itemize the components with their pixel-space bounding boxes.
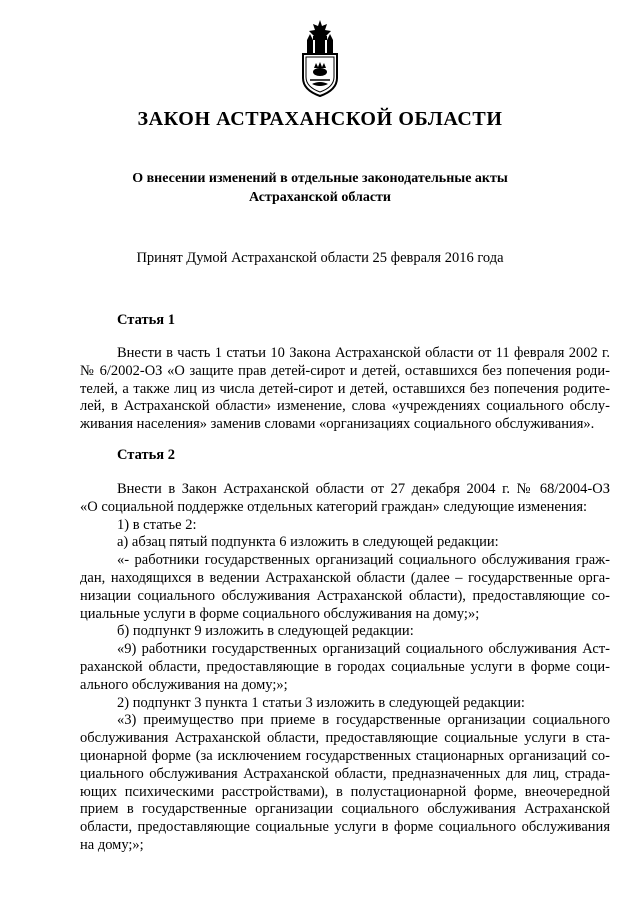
article-2-heading: Статья 2 [117, 447, 175, 463]
text-line: прием в государственные организации социального обслуживания Астраханской [80, 801, 610, 818]
text-line: «О социальной поддержке отдельных категорий граждан» следующие изменения: [80, 498, 588, 515]
text-line: а) абзац пятый подпункта 6 изложить в следующей редакции: [117, 534, 499, 551]
text-line: на дому;»; [80, 836, 144, 853]
adoption-statement: Принят Думой Астраханской области 25 февраля 2016 года [136, 250, 504, 266]
document-title: ЗАКОН АСТРАХАНСКОЙ ОБЛАСТИ [137, 108, 503, 130]
text-line: ющих психическими расстройствами), в полустационарной форме, внеочередной [80, 783, 610, 800]
text-line: живания населения» заменив словами «организациях социального обслуживания». [80, 416, 595, 433]
text-line: Внести в часть 1 статьи 10 Закона Астраханской области от 11 февраля 2002 г. [117, 345, 610, 361]
subtitle-line: О внесении изменений в отдельные законодательные акты [132, 171, 508, 186]
text-line: ционарной форме (за исключением государственных стационарных организаций со- [80, 747, 610, 764]
text-line: «9) работники государственных организаций социального обслуживания Аст- [117, 641, 610, 658]
text-line: раханской области, предоставляющие в городах социальные услуги в форме соци- [80, 658, 610, 675]
coat-of-arms-icon [298, 18, 342, 98]
text-line: циального обслуживания Астраханской области, предназначенных для лиц, страда- [80, 765, 610, 782]
text-line: Внести в Закон Астраханской области от 27 декабря 2004 г. № 68/2004-ОЗ [117, 481, 610, 497]
text-line: дан, находящихся в ведении Астраханской области (далее – государственные орга- [80, 569, 610, 586]
text-line: № 6/2002-ОЗ «О защите прав детей-сирот и детей, оставшихся без попечения роди- [80, 362, 610, 379]
article-2-text [80, 481, 610, 855]
document-subtitle [0, 169, 640, 207]
text-line: «3) преимущество при приеме в государственные организации социального [117, 712, 610, 729]
text-line: б) подпункт 9 изложить в следующей редакции: [117, 623, 414, 640]
text-line: «- работники государственных организаций социального обслуживания граж- [117, 552, 610, 569]
text-line: 1) в статье 2: [117, 516, 197, 533]
text-line: ального обслуживания на дому;»; [80, 676, 288, 693]
subtitle-line: Астраханской области [248, 190, 392, 205]
text-line: лей, в Астраханской области» изменение, слова «учреждениях социального обслу- [80, 398, 610, 415]
text-line: телей, а также лиц из числа детей-сирот и детей, оставшихся без попечения родите- [80, 380, 610, 397]
text-line: циальные услуги в форме социального обслуживания на дому;»; [80, 605, 480, 622]
article-1-heading: Статья 1 [117, 312, 175, 328]
text-line: области, предоставляющие социальные услуги в форме социального обслуживания [80, 819, 610, 836]
text-line: обслуживания Астраханской области, предоставляющие социальные услуги в ста- [80, 730, 610, 747]
text-line: низации социального обслуживания Астраханской области), предоставляющие со- [80, 587, 610, 604]
text-line: 2) подпункт 3 пункта 1 статьи 3 изложить в следующей редакции: [117, 694, 525, 711]
article-1-text [80, 345, 610, 434]
